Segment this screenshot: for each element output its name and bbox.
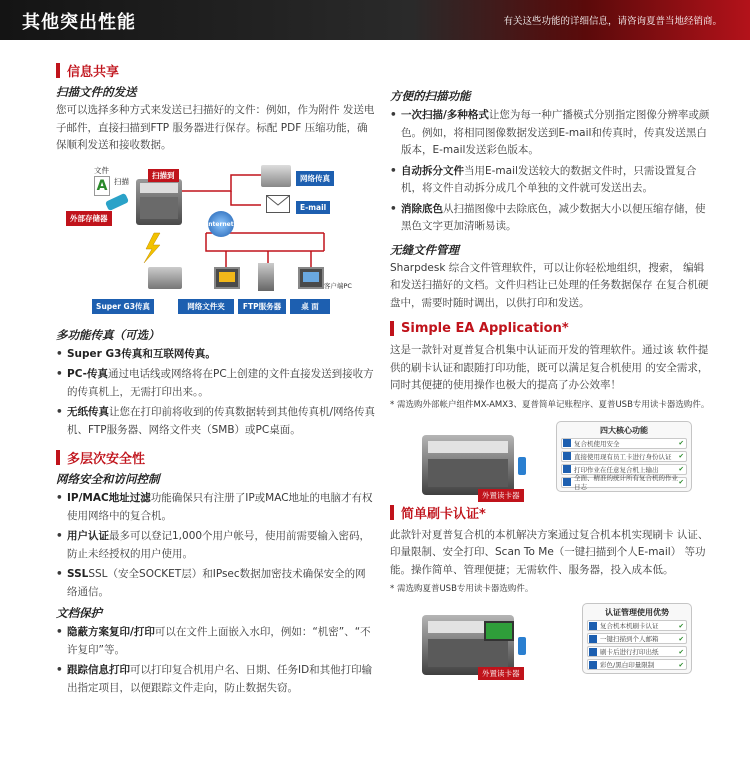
feature-icon <box>589 622 597 630</box>
list-item: • 一次扫描/多种格式让您为每一种广播模式分别指定图像分辨率或颜色。例如，将相同图像数据发送到E-mail和传真时，传真发送黑白版本，E-mail发送彩色版本。 <box>390 109 710 156</box>
list-item: • SSLSSL（安全SOCKET层）和IPsec数据加密技术确保安全的网络通信。 <box>56 568 366 598</box>
section-title-security: 多层次安全性 <box>56 447 376 467</box>
list-item: • IP/MAC地址过滤功能确保只有注册了IP或MAC地址的电脑才有权使用网络中的复合机。 <box>56 492 373 522</box>
list-item: • PC-传真通过电话线或网络将在PC上创建的文件直接发送到接收方的传真机上，无需打印出来。。 <box>56 368 374 398</box>
subheading-scan-features: 方便的扫描功能 <box>390 89 471 103</box>
subheading-sharpdesk: 无缝文件管理 <box>390 242 459 257</box>
section-bar <box>390 505 394 520</box>
page-header <box>0 0 750 40</box>
check-icon: ✔ <box>678 660 684 669</box>
section-title-card-auth: 简单刷卡认证* <box>390 503 710 523</box>
super-g3-tag: Super G3传真 <box>92 299 154 314</box>
panel-item: 全面、精准的统计所有复合机的作业日志 ✔ <box>561 477 687 488</box>
desktop-pc-icon <box>298 267 324 289</box>
email-tag: E-mail <box>296 201 330 214</box>
client-pc-label: 客户端PC <box>324 281 352 290</box>
touch-screen-icon <box>484 621 514 641</box>
panel-item: 复合机本机刷卡认证 ✔ <box>587 620 687 631</box>
check-icon: ✔ <box>678 439 684 447</box>
subheading-scan-send: 扫描文件的发送 <box>56 85 137 99</box>
panel-item: 打印作业在任意复合机上输出 ✔ <box>561 464 687 475</box>
section-title-info-share: 信息共享 <box>56 60 376 80</box>
scan-label: 扫描 <box>114 176 129 186</box>
section-title-simple-ea: Simple EA Application* <box>390 318 710 338</box>
feature-icon <box>563 465 571 473</box>
panel-item: 一键扫描到个人邮箱 ✔ <box>587 633 687 644</box>
list-item: • 用户认证最多可以登记1,000个用户帐号，使用前需要输入密码，防止未经授权的用户使用。 <box>56 530 371 560</box>
section-bar <box>56 450 60 465</box>
reader-tag: 外置读卡器 <box>478 667 524 680</box>
internet-label: Internet <box>206 220 234 228</box>
email-envelope-icon <box>266 195 290 213</box>
simple-ea-illustration <box>422 421 692 500</box>
feature-icon <box>589 635 597 643</box>
reader-tag: 外置读卡器 <box>478 489 524 502</box>
section-bar <box>56 63 60 78</box>
desktop-tag: 桌 面 <box>290 299 330 314</box>
feature-icon <box>563 452 571 460</box>
list-item: • 隐蔽方案复印/打印可以在文件上面嵌入水印，例如：“机密”、“不许复印”等。 <box>56 626 371 656</box>
header-note: 有关这些功能的详细信息，请咨询夏普当地经销商。 <box>503 16 722 27</box>
document-icon: A <box>94 176 110 196</box>
ftp-tag: FTP服务器 <box>238 299 286 314</box>
network-folder-icon <box>214 267 240 289</box>
feature-icon <box>589 648 597 656</box>
list-item: • 消除底色从扫描图像中去除底色，减少数据大小以便压缩存储，使黑色文字更加清晰易读。 <box>390 202 706 232</box>
check-icon: ✔ <box>678 621 684 630</box>
subheading-network-security: 网络安全和访问控制 <box>56 472 160 486</box>
card-reader-icon <box>518 637 526 655</box>
paragraph-sharpdesk: Sharpdesk 综合文件管理软件，可以让你轻松地组织，搜索， 编辑和发送扫描好的文档。文件归档让已处理的任务数据保存 在复合机硬盘中，需要时随时调出，以供打印和发送。 <box>390 261 709 309</box>
check-icon: ✔ <box>678 647 684 656</box>
scan-send-diagram <box>56 163 366 313</box>
left-column <box>56 60 376 697</box>
subheading-doc-protect: 文档保护 <box>56 606 102 620</box>
super-g3-fax-icon <box>148 267 182 289</box>
mfp-printer-icon <box>422 435 514 495</box>
page-title: 其他突出性能 <box>22 12 136 33</box>
panel-title: 认证管理使用优势 <box>605 608 669 617</box>
card-auth-illustration <box>422 603 692 679</box>
fax-machine-icon <box>261 165 291 187</box>
list-item: • 自动拆分文件当用E-mail发送较大的数据文件时，只需设置复合机，将文件自动拆分成几个单独的文件就可发送出去。 <box>390 164 697 194</box>
paragraph-simple-ea: 这是一款针对夏普复合机集中认证而开发的管理软件。通过该 软件提供的刷卡认证和跟随打印功能，既可以满足复合机使用 的安全需求，同时其便捷的使用操作也极大的提高了办公效率！ <box>390 344 709 391</box>
note-card-auth: * 需选购夏普USB专用读卡器选购件。 <box>390 584 534 594</box>
ftp-server-icon <box>258 263 274 291</box>
card-reader-icon <box>518 457 526 475</box>
feature-icon <box>563 439 571 447</box>
core-functions-panel <box>556 421 692 492</box>
right-column <box>390 88 710 679</box>
auth-advantages-panel <box>582 603 692 674</box>
feature-icon <box>563 478 571 486</box>
note-simple-ea: * 需选购外部帐户组件MX-AMX3、夏普简单记账程序、夏普USB专用读卡器选购件。 <box>390 399 710 410</box>
panel-title: 四大核心功能 <box>600 425 648 435</box>
panel-item: 直接使用现有员工卡进行身份认证 ✔ <box>561 451 687 462</box>
list-item: • 跟踪信息打印可以打印复合机用户名、日期、任务ID和其他打印输出指定项目，以便跟踪文件走向，防止数据失窃。 <box>56 664 373 694</box>
list-item: • Super G3传真和互联网传真。 <box>56 347 216 360</box>
panel-item: 彩色/黑白印量限制 ✔ <box>587 659 687 670</box>
section-bar <box>390 321 394 336</box>
scan-to-tag: 扫描到 <box>148 169 179 182</box>
check-icon: ✔ <box>678 452 684 460</box>
check-icon: ✔ <box>678 634 684 643</box>
list-item: • 无纸传真让您在打印前将收到的传真数据转到其他传真机/网络传真机、FTP服务器、网络文件夹（SMB）或PC桌面。 <box>56 406 376 436</box>
check-icon: ✔ <box>678 478 684 486</box>
feature-icon <box>589 661 597 669</box>
network-folder-tag: 网络文件夹 <box>178 299 234 314</box>
paragraph-card-auth: 此款针对夏普复合机的本机解决方案通过复合机本机实现刷卡 认证、印量限制、安全打印、Scan To Me（一键扫描到个人E-mail） 等功能。操作简单、管理便捷；无需软件、服务器，投入成本低。 <box>390 528 709 576</box>
panel-item: 复合机使用安全 ✔ <box>561 438 687 449</box>
paragraph-scan-send: 您可以选择多种方式来发送已扫描好的文件：例如，作为附件 发送电子邮件，直接扫描到FTP 服务器进行保存。标配 PDF 压缩功能，确保顺利发送和接收数据。 <box>56 104 375 151</box>
storage-tag: 外部存储器 <box>66 211 112 226</box>
panel-item: 刷卡后进行打印出纸 ✔ <box>587 646 687 657</box>
fax-tag: 网络传真 <box>296 171 334 186</box>
doc-label: 文件 <box>94 165 109 175</box>
check-icon: ✔ <box>678 465 684 473</box>
mfp-printer-icon <box>136 179 182 225</box>
subheading-fax: 多功能传真（可选） <box>56 327 160 342</box>
